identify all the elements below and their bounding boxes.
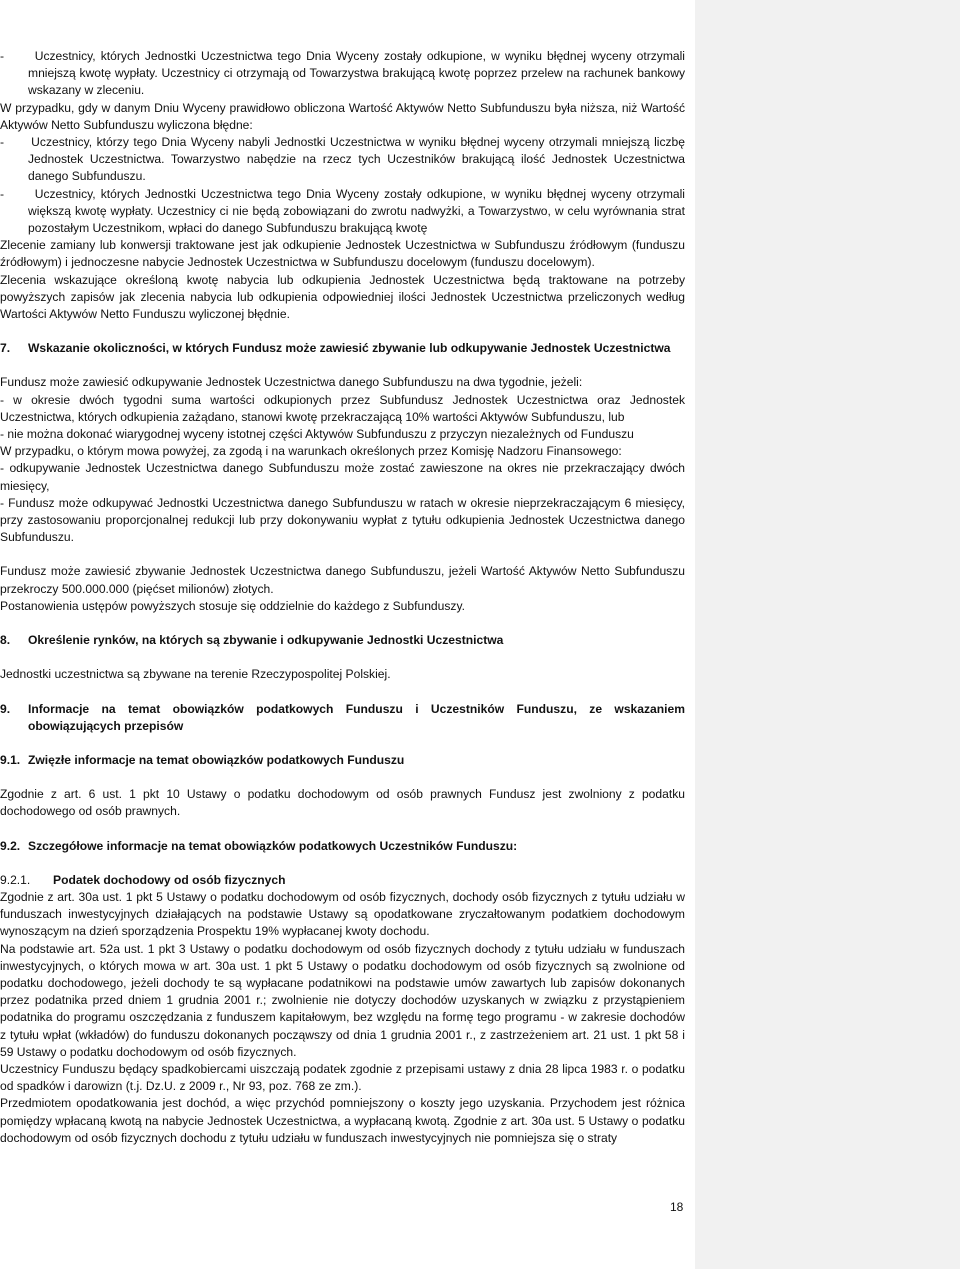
spacer xyxy=(0,357,685,374)
paragraph: Postanowienia ustępów powyższych stosuje się oddzielnie do każdego z Subfunduszy. xyxy=(0,598,465,613)
paragraph: Jednostki uczestnictwa są zbywane na terenie Rzeczypospolitej Polskiej. xyxy=(0,667,391,682)
document-body xyxy=(0,48,685,1147)
paragraph: W przypadku, o którym mowa powyżej, za zgodą i na warunkach określonych przez Komisję Nadzoru Finansowego: xyxy=(0,444,622,459)
paragraph: - Uczestnicy, którzy tego Dnia Wyceny nabyli Jednostki Uczestnictwa w wyniku błędnej wyceny otrzymali mniejszą liczbę Jednostek Uczestnictwa. Towarzystwo nabędzie na rzecz tych Uczestników brakującą ilość Jednostek Uczestnictwa danego Subfunduszu. xyxy=(0,135,685,184)
section-heading-9-1 xyxy=(0,752,685,769)
spacer xyxy=(0,735,685,752)
section-title: Podatek dochodowy od osób fizycznych xyxy=(53,872,286,887)
spacer xyxy=(0,769,685,786)
comment-margin-panel xyxy=(695,0,960,1269)
paragraph: - w okresie dwóch tygodni suma wartości odkupionych przez Subfundusz Jednostek Uczestnictwa oraz Jednostek Uczestnictwa, których odkupienia zażądano, stanowi kwotę przekraczającą 10% wartości Aktywów Subfunduszu, lub xyxy=(0,392,685,424)
paragraph: Na podstawie art. 52a ust. 1 pkt 3 Ustawy o podatku dochodowym od osób fizycznych dochody z tytułu udziału w funduszach inwestycyjnych, o których mowa w art. 30a ust. 1 pkt 5 Ustawy o podatku dochodowym od osób fizycznych są zwolnione od podatku dochodowego, jeżeli dochody te są wypłacane podatnikowi na podstawie umów zawartych lub zapisów dokonanych przez podatnika przed dniem 1 grudnia 2001 r.; zwolnienie nie dotyczy dochodów uzyskanych w związku z przystąpieniem podatnika do programu oszczędzania z funduszem kapitałowym, bez względu na formę tego programu - w zakresie dochodów z tytułu wpłat (wkładów) do funduszu dokonanych począwszy od dnia 1 grudnia 2001 r., z zastrzeżeniem art. 21 ust. 1 pkt 58 i 59 Ustawy o podatku dochodowym od osób fizycznych. xyxy=(0,941,685,1059)
section-title: Szczegółowe informacje na temat obowiązków podatkowych Uczestników Funduszu: xyxy=(28,838,518,853)
spacer xyxy=(0,855,685,872)
spacer xyxy=(0,323,685,340)
paragraph: Zlecenie zamiany lub konwersji traktowane jest jak odkupienie Jednostek Uczestnictwa w Subfunduszu źródłowym (funduszu źródłowym) i jednoczesne nabycie Jednostek Uczestnictwa w Subfunduszu docelowym (funduszu docelowym). xyxy=(0,238,685,270)
paragraph: - nie można dokonać wiarygodnej wyceny istotnej części Aktywów Subfunduszu z przyczyn niezależnych od Funduszu xyxy=(0,427,634,442)
section-heading-9 xyxy=(0,701,685,735)
section-title: Informacje na temat obowiązków podatkowych Funduszu i Uczestników Funduszu, ze wskazaniem obowiązujących przepisów xyxy=(28,701,685,733)
section-heading-9-2 xyxy=(0,838,685,855)
paragraph: - Uczestnicy, których Jednostki Uczestnictwa tego Dnia Wyceny zostały odkupione, w wyniku błędnej wyceny otrzymali większą kwotę wypłaty. Uczestnicy ci nie będą zobowiązani do zwrotu nadwyżki, a Towarzystwo, w celu wyrównania strat pozostałym Uczestnikom, wpłaci do danego Subfunduszu brakującą kwotę xyxy=(0,186,685,236)
spacer xyxy=(0,546,685,563)
spacer xyxy=(0,649,685,666)
section-title: Wskazanie okoliczności, w których Fundusz może zawiesić zbywanie lub odkupywanie Jednostek Uczestnictwa xyxy=(28,341,671,356)
paragraph: - odkupywanie Jednostek Uczestnictwa danego Subfunduszu może zostać zawieszone na okres nie przekraczający dwóch miesięcy, xyxy=(0,461,685,493)
section-number: 9.2. xyxy=(0,838,21,853)
paragraph: W przypadku, gdy w danym Dniu Wyceny prawidłowo obliczona Wartość Aktywów Netto Subfunduszu była niższa, niż Wartość Aktywów Netto Subfunduszu wyliczona błędne: xyxy=(0,100,685,132)
section-heading-8 xyxy=(0,632,685,649)
paragraph: Fundusz może zawiesić zbywanie Jednostek Uczestnictwa danego Subfunduszu, jeżeli Wartość Aktywów Netto Subfunduszu przekroczy 500.000.000 (pięćset milionów) złotych. xyxy=(0,564,685,596)
section-title: Zwięzłe informacje na temat obowiązków podatkowych Funduszu xyxy=(28,752,405,767)
section-heading-9-2-1 xyxy=(0,872,685,889)
section-number: 8. xyxy=(0,633,11,648)
spacer xyxy=(0,615,685,632)
section-number: 9.2.1. xyxy=(0,872,31,887)
section-number: 9. xyxy=(0,701,11,716)
paragraph: Zgodnie z art. 6 ust. 1 pkt 10 Ustawy o podatku dochodowym od osób prawnych Fundusz jest zwolniony z podatku dochodowego od osób prawnych. xyxy=(0,787,685,819)
section-number: 9.1. xyxy=(0,752,21,767)
section-number: 7. xyxy=(0,341,11,356)
spacer xyxy=(0,821,685,838)
section-title: Określenie rynków, na których są zbywanie i odkupywanie Jednostki Uczestnictwa xyxy=(28,633,504,648)
paragraph: Przedmiotem opodatkowania jest dochód, a więc przychód pomniejszony o koszty jego uzyskania. Przychodem jest różnica pomiędzy wpłacaną kwotą na nabycie Jednostek Uczestnictwa, a wypłacaną kwotą. Zgodnie z art. 30a ust. 5 Ustawy o podatku dochodowym od osób fizycznych dochodu z tytułu udziału w funduszach inwestycyjnych nie pomniejsza się o straty xyxy=(0,1096,685,1145)
paragraph: Zgodnie z art. 30a ust. 1 pkt 5 Ustawy o podatku dochodowym od osób fizycznych, dochody osób fizycznych z tytułu udziału w funduszach inwestycyjnych działających na podstawie Ustawy są opodatkowane zryczałtowanym podatkiem dochodowym wynoszącym na dzień sporządzenia Prospektu 19% wypłacanej kwoty dochodu. xyxy=(0,889,685,939)
paragraph: - Fundusz może odkupywać Jednostki Uczestnictwa danego Subfunduszu w ratach w okresie nieprzekraczającym 6 miesięcy, przy zastosowaniu proporcjonalnej redukcji lub przy dokonywaniu wypłat z tytułu odkupienia Jednostek Uczestnictwa danego Subfunduszu. xyxy=(0,495,685,545)
paragraph: Fundusz może zawiesić odkupywanie Jednostek Uczestnictwa danego Subfunduszu na dwa tygodnie, jeżeli: xyxy=(0,375,583,390)
page-number: 18 xyxy=(670,1200,684,1214)
paragraph: - Uczestnicy, których Jednostki Uczestnictwa tego Dnia Wyceny zostały odkupione, w wyniku błędnej wyceny otrzymali mniejszą kwotę wypłaty. Uczestnicy ci otrzymają od Towarzystwa brakującą kwotę poprzez przelew na rachunek bankowy wskazany w zleceniu. xyxy=(0,49,685,98)
section-heading-7 xyxy=(0,340,685,357)
paragraph: Uczestnicy Funduszu będący spadkobiercami uiszczają podatek zgodnie z przepisami ustawy z dnia 28 lipca 1983 r. o podatku od spadków i darowizn (t.j. Dz.U. z 2009 r., Nr 93, poz. 768 ze zm.). xyxy=(0,1061,685,1094)
paragraph: Zlecenia wskazujące określoną kwotę nabycia lub odkupienia Jednostek Uczestnictwa będą traktowane na potrzeby powyższych zapisów jak zlecenia nabycia lub odkupienia odpowiedniej ilości Jednostek Uczestnictwa przeliczonych według Wartości Aktywów Netto Funduszu wyliczonej błędnie. xyxy=(0,272,685,322)
spacer xyxy=(0,684,685,701)
